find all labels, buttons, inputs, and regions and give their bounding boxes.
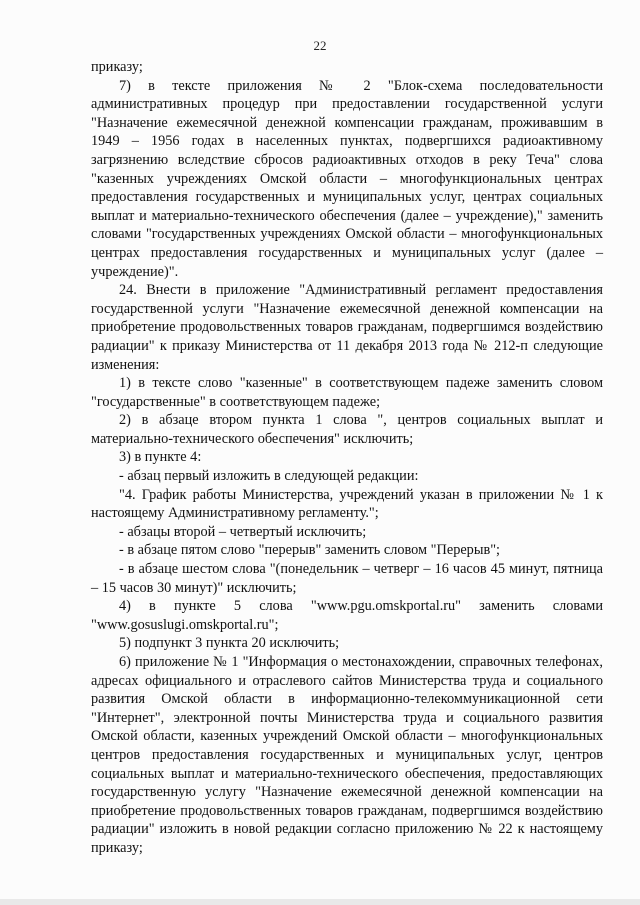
paragraph-dash-fifth: - в абзаце пятом слово "перерыв" заменить словом "Перерыв";	[119, 542, 500, 559]
page-number: 22	[313, 38, 327, 53]
paragraph-item-6: 6) приложение № 1 "Информация о местонахождении, справочных телефонах, адресах официального и отраслевого сайтов Министерства труда и социального развития Омской области в информационно-телекоммуникационной сети "Интернет", электронной почты Министерства труда и социального развития Омской области, казенных учреждений Омской области – многофункциональных центров предоставления государственных и муниципальных услуг, центров социальных выплат и материально-технического обеспечения, предоставляющих государственную услугу "Назначение ежемесячной денежной компенсации на приобретение продовольственных товаров гражданам, подвергшимся воздействию радиации" изложить в новой редакции согласно приложению № 22 к настоящему приказу;	[91, 654, 603, 856]
paragraph-dash-sixth: - в абзаце шестом слова "(понедельник – четверг – 16 часов 45 минут, пятница – 15 часов 30 минут)" исключить;	[91, 561, 603, 596]
scan-bottom-edge	[0, 899, 640, 905]
paragraph-item-1: 1) в тексте слово "казенные" в соответствующем падеже заменить словом "государственные" в соответствующем падеже;	[91, 375, 603, 410]
paragraph-section-24: 24. Внести в приложение "Административный регламент предоставления государственной услуги "Назначение ежемесячной денежной компенсации на приобретение продовольственных товаров гражданам, подвергшимся воздействию радиации" к приказу Министерства от 11 декабря 2013 года № 212-п следующие изменения:	[91, 282, 603, 373]
paragraph-item-7: 7) в тексте приложения № 2 "Блок-схема последовательности административных процедур при предоставлении государственной услуги "Назначение ежемесячной денежной компенсации гражданам, проживавшим в 1949 – 1956 годах в населенных пунктах, подвергшихся радиоактивному загрязнению вследствие сбросов радиоактивных отходов в реку Теча" слова "казенных учреждениях Омской области – многофункциональных центрах предоставления государственных и муниципальных услуг, центрах социальных выплат и материально-технического обеспечения (далее – учреждение)," заменить словами "государственных учреждениях Омской области – многофункциональных центрах предоставления государственных и муниципальных услуг (далее – учреждение)".	[91, 77, 603, 280]
paragraph-dash-first: - абзац первый изложить в следующей редакции:	[119, 468, 419, 485]
paragraph-item-2: 2) в абзаце втором пункта 1 слова ", центров социальных выплат и материально-технического обеспечения" исключить;	[91, 412, 603, 447]
document-body	[91, 58, 603, 858]
paragraph-item-5: 5) подпункт 3 пункта 20 исключить;	[119, 635, 340, 652]
paragraph-item-3: 3) в пункте 4:	[119, 449, 202, 466]
paragraph-continuation: приказу;	[91, 59, 143, 75]
paragraph-item-4: 4) в пункте 5 слова "www.pgu.omskportal.ru" заменить словами "www.gosuslugi.omskportal.ru";	[91, 598, 603, 633]
paragraph-dash-second-fourth: - абзацы второй – четвертый исключить;	[119, 523, 367, 540]
paragraph-quoted-item-4: "4. График работы Министерства, учреждений указан в приложении № 1 к настоящему Административному регламенту.";	[91, 486, 603, 522]
